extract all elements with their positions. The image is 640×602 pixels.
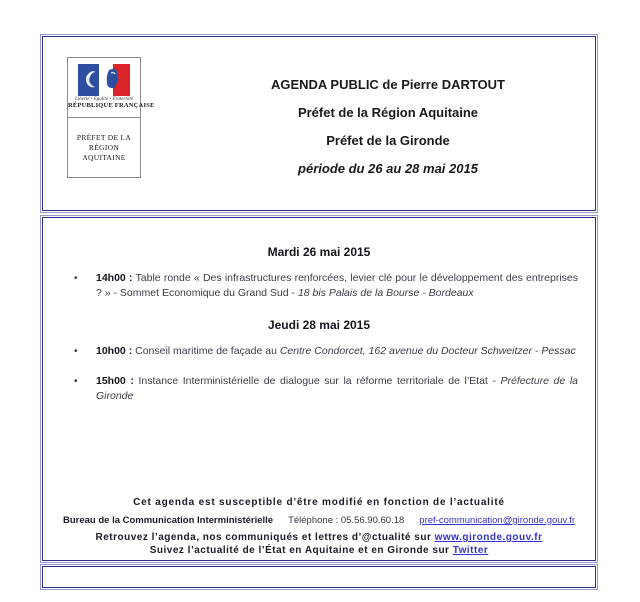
event-text: Table ronde « Des infrastructures renforcées, levier clé pour le développement des entreprises ? » - Sommet Economique du Grand Sud - (96, 272, 578, 299)
logo-prefet-line1: PRÉFET DE LA RÉGION (76, 133, 132, 152)
event-list-jeudi (74, 344, 578, 404)
logo-top-section (68, 58, 155, 118)
event-item (74, 374, 578, 404)
event-time: 10h00 : (96, 345, 133, 357)
event-item (74, 271, 578, 301)
logo-republic-label: RÉPUBLIQUE FRANÇAISE (68, 102, 155, 109)
twitter-link[interactable]: Twitter (452, 545, 489, 556)
event-text: Conseil maritime de façade au (132, 345, 280, 357)
logo-prefet-label (68, 118, 140, 163)
footer-website-prefix: Retrouvez l’agenda, nos communiqués et lettres d’@ctualité sur (95, 532, 435, 543)
agenda-box (42, 217, 596, 561)
footer-contact-line (43, 514, 595, 527)
bottom-empty-box (42, 566, 596, 588)
event-list-mardi (74, 271, 578, 301)
logo-prefet-line2: AQUITAINE (82, 153, 126, 162)
footer-twitter-line (43, 544, 595, 557)
day-heading-jeudi: Jeudi 28 mai 2015 (267, 318, 371, 332)
event-text: Instance Interministérielle de dialogue sur la réforme territoriale de l’Etat - (133, 375, 501, 387)
logo-motto: Liberté • Égalité • Fraternité (75, 97, 133, 102)
event-location: 18 bis Palais de la Bourse - Bordeaux (297, 287, 474, 299)
bullet-icon: • (74, 273, 78, 284)
bullet-icon: • (74, 346, 78, 357)
agenda-content (43, 218, 595, 404)
period-subtitle: période du 26 au 28 mai 2015 (298, 161, 478, 176)
french-flag-marianne-icon (78, 64, 130, 96)
document-footer (43, 496, 595, 557)
event-time: 15h00 : (96, 375, 134, 387)
footer-phone: Téléphone : 05.56.90.60.18 (288, 515, 405, 526)
footer-website-line (43, 531, 595, 544)
event-item (74, 344, 578, 359)
header-box (42, 36, 596, 211)
prefet-gironde-title: Préfet de la Gironde (326, 133, 450, 148)
agenda-title: AGENDA PUBLIC de Pierre DARTOUT (270, 77, 506, 92)
document-titles (183, 77, 593, 189)
prefet-region-title: Préfet de la Région Aquitaine (297, 105, 479, 120)
email-link[interactable]: pref-communication@gironde.gouv.fr (419, 515, 576, 526)
footer-bureau-label: Bureau de la Communication Interministérielle (62, 515, 274, 526)
bullet-icon: • (74, 376, 78, 387)
event-location: Centre Condorcet, 162 avenue du Docteur Schweitzer - Pessac (279, 345, 576, 357)
website-link[interactable]: www.gironde.gouv.fr (434, 532, 543, 543)
footer-twitter-prefix: Suivez l’actualité de l’État en Aquitaine et en Gironde sur (149, 545, 453, 556)
footer-notice: Cet agenda est susceptible d’être modifié en fonction de l’actualité (133, 497, 505, 508)
republique-francaise-logo (67, 57, 155, 178)
event-location: Préfecture de la Gironde (96, 375, 578, 402)
day-heading-mardi: Mardi 26 mai 2015 (267, 245, 371, 259)
event-time: 14h00 : (96, 272, 133, 284)
